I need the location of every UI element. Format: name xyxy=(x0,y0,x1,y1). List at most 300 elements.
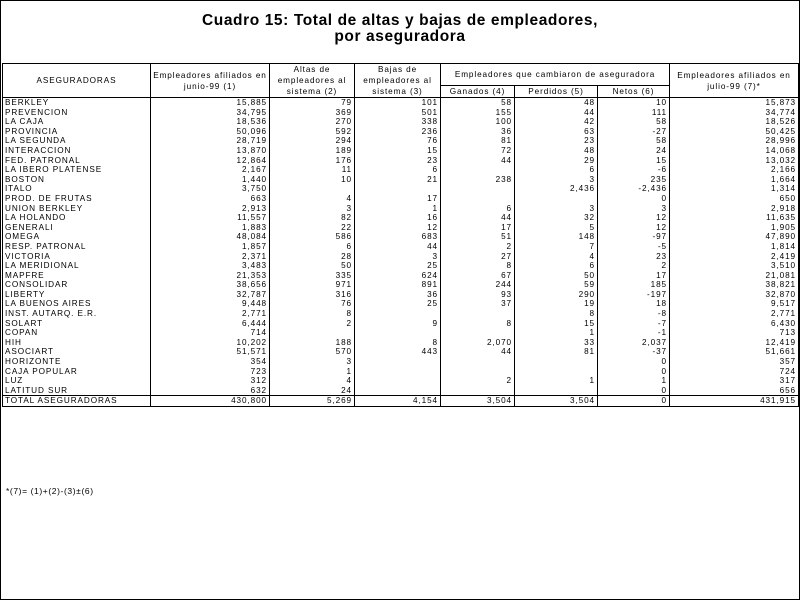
row-cell-c7: 431,915 xyxy=(670,396,799,407)
row-cell-c7: 3,510 xyxy=(670,261,799,271)
table-row xyxy=(3,146,799,156)
row-aseguradora-name: CAJA POPULAR xyxy=(3,367,151,377)
table-row xyxy=(3,184,799,194)
row-cell-c7: 21,081 xyxy=(670,271,799,281)
row-cell-c7: 38,821 xyxy=(670,280,799,290)
row-cell-c4: 2 xyxy=(441,376,515,386)
row-cell-c3: 3 xyxy=(355,252,441,262)
row-aseguradora-name: LUZ xyxy=(3,376,151,386)
row-cell-c4: 44 xyxy=(441,347,515,357)
row-cell-c7: 2,771 xyxy=(670,309,799,319)
row-cell-c2 xyxy=(270,184,355,194)
row-cell-c1: 28,719 xyxy=(151,136,270,146)
row-cell-c3: 443 xyxy=(355,347,441,357)
row-aseguradora-name: LATITUD SUR xyxy=(3,386,151,396)
row-cell-c2: 1 xyxy=(270,367,355,377)
row-aseguradora-name: ITALO xyxy=(3,184,151,194)
row-cell-c4: 3,504 xyxy=(441,396,515,407)
row-cell-c6: 1 xyxy=(598,376,670,386)
table-row xyxy=(3,117,799,127)
row-cell-c2: 2 xyxy=(270,319,355,329)
row-cell-c1: 1,857 xyxy=(151,242,270,252)
row-cell-c4: 155 xyxy=(441,108,515,118)
row-aseguradora-name: VICTORIA xyxy=(3,252,151,262)
row-cell-c2: 4 xyxy=(270,194,355,204)
table-row xyxy=(3,232,799,242)
row-cell-c2: 189 xyxy=(270,146,355,156)
table-row xyxy=(3,175,799,185)
row-cell-c5: 48 xyxy=(515,98,598,108)
table-title-line-2: por aseguradora xyxy=(334,28,466,45)
row-aseguradora-name: TOTAL ASEGURADORAS xyxy=(3,396,151,407)
row-cell-c3: 9 xyxy=(355,319,441,329)
row-cell-c3 xyxy=(355,357,441,367)
row-cell-c1: 13,870 xyxy=(151,146,270,156)
row-cell-c1: 48,084 xyxy=(151,232,270,242)
row-cell-c3: 8 xyxy=(355,338,441,348)
header-col-3: Bajas de empleadores al sistema (3) xyxy=(355,64,441,98)
row-aseguradora-name: RESP. PATRONAL xyxy=(3,242,151,252)
row-cell-c6: 12 xyxy=(598,223,670,233)
row-cell-c2: 24 xyxy=(270,386,355,396)
row-cell-c5: 32 xyxy=(515,213,598,223)
table-row xyxy=(3,156,799,166)
row-cell-c1: 38,656 xyxy=(151,280,270,290)
table-row xyxy=(3,136,799,146)
row-cell-c4: 8 xyxy=(441,319,515,329)
row-cell-c5: 63 xyxy=(515,127,598,137)
row-cell-c4 xyxy=(441,165,515,175)
table-row xyxy=(3,108,799,118)
row-cell-c3: 683 xyxy=(355,232,441,242)
row-cell-c5: 42 xyxy=(515,117,598,127)
row-cell-c5: 3 xyxy=(515,204,598,214)
row-aseguradora-name: BERKLEY xyxy=(3,98,151,108)
row-cell-c7: 650 xyxy=(670,194,799,204)
row-cell-c6: -37 xyxy=(598,347,670,357)
row-cell-c6: -2,436 xyxy=(598,184,670,194)
row-cell-c6: 17 xyxy=(598,271,670,281)
footnote: *(7)= (1)+(2)-(3)±(6) xyxy=(6,486,94,496)
row-cell-c7: 1,664 xyxy=(670,175,799,185)
row-cell-c6: -6 xyxy=(598,165,670,175)
row-cell-c3: 338 xyxy=(355,117,441,127)
row-cell-c6: -5 xyxy=(598,242,670,252)
row-cell-c2: 22 xyxy=(270,223,355,233)
row-cell-c4: 36 xyxy=(441,127,515,137)
row-aseguradora-name: INTERACCION xyxy=(3,146,151,156)
row-cell-c5: 15 xyxy=(515,319,598,329)
table-row xyxy=(3,261,799,271)
row-cell-c5: 48 xyxy=(515,146,598,156)
row-cell-c1: 3,483 xyxy=(151,261,270,271)
row-cell-c1: 3,750 xyxy=(151,184,270,194)
table-row xyxy=(3,309,799,319)
row-cell-c2: 316 xyxy=(270,290,355,300)
row-cell-c3 xyxy=(355,386,441,396)
row-cell-c2: 335 xyxy=(270,271,355,281)
row-cell-c3 xyxy=(355,367,441,377)
row-cell-c1: 312 xyxy=(151,376,270,386)
row-cell-c6: 3 xyxy=(598,204,670,214)
row-cell-c3: 21 xyxy=(355,175,441,185)
row-cell-c4: 37 xyxy=(441,299,515,309)
row-cell-c5 xyxy=(515,194,598,204)
row-cell-c6: -1 xyxy=(598,328,670,338)
row-cell-c1: 32,787 xyxy=(151,290,270,300)
row-cell-c3 xyxy=(355,376,441,386)
row-cell-c7: 15,873 xyxy=(670,98,799,108)
data-table xyxy=(2,63,799,407)
table-row xyxy=(3,290,799,300)
row-aseguradora-name: LA BUENOS AIRES xyxy=(3,299,151,309)
row-cell-c6: 10 xyxy=(598,98,670,108)
row-cell-c2: 50 xyxy=(270,261,355,271)
row-cell-c2: 5,269 xyxy=(270,396,355,407)
row-aseguradora-name: LA CAJA xyxy=(3,117,151,127)
row-cell-c7: 1,814 xyxy=(670,242,799,252)
row-cell-c1: 632 xyxy=(151,386,270,396)
row-cell-c6: -97 xyxy=(598,232,670,242)
row-cell-c5: 2,436 xyxy=(515,184,598,194)
row-cell-c7: 2,918 xyxy=(670,204,799,214)
row-cell-c5: 3 xyxy=(515,175,598,185)
row-cell-c1: 34,795 xyxy=(151,108,270,118)
row-cell-c7: 357 xyxy=(670,357,799,367)
table-header xyxy=(3,64,799,98)
row-cell-c4 xyxy=(441,386,515,396)
table-row xyxy=(3,386,799,396)
row-cell-c5: 6 xyxy=(515,261,598,271)
row-cell-c2: 176 xyxy=(270,156,355,166)
row-cell-c7: 11,635 xyxy=(670,213,799,223)
row-cell-c6: 58 xyxy=(598,136,670,146)
row-cell-c2: 79 xyxy=(270,98,355,108)
row-cell-c1: 663 xyxy=(151,194,270,204)
table-row xyxy=(3,194,799,204)
row-aseguradora-name: INST. AUTARQ. E.R. xyxy=(3,309,151,319)
row-cell-c6: 15 xyxy=(598,156,670,166)
row-cell-c4: 2 xyxy=(441,242,515,252)
row-cell-c5: 6 xyxy=(515,165,598,175)
row-cell-c6: 111 xyxy=(598,108,670,118)
row-cell-c2: 76 xyxy=(270,299,355,309)
row-cell-c4 xyxy=(441,328,515,338)
header-col-2: Altas de empleadores al sistema (2) xyxy=(270,64,355,98)
row-cell-c5 xyxy=(515,386,598,396)
row-cell-c5: 44 xyxy=(515,108,598,118)
row-cell-c3: 15 xyxy=(355,146,441,156)
row-cell-c5: 8 xyxy=(515,309,598,319)
row-cell-c7: 2,166 xyxy=(670,165,799,175)
row-cell-c3: 624 xyxy=(355,271,441,281)
row-cell-c5: 7 xyxy=(515,242,598,252)
table-body xyxy=(3,98,799,407)
row-aseguradora-name: HIH xyxy=(3,338,151,348)
table-row xyxy=(3,280,799,290)
table-row xyxy=(3,213,799,223)
row-cell-c1: 6,444 xyxy=(151,319,270,329)
row-cell-c3: 76 xyxy=(355,136,441,146)
row-cell-c6: -8 xyxy=(598,309,670,319)
row-cell-c3: 25 xyxy=(355,261,441,271)
row-aseguradora-name: LA HOLANDO xyxy=(3,213,151,223)
row-cell-c2: 270 xyxy=(270,117,355,127)
row-cell-c1: 1,440 xyxy=(151,175,270,185)
row-cell-c2: 11 xyxy=(270,165,355,175)
row-cell-c7: 47,890 xyxy=(670,232,799,242)
row-cell-c2 xyxy=(270,328,355,338)
table-row xyxy=(3,347,799,357)
row-cell-c3: 6 xyxy=(355,165,441,175)
row-aseguradora-name: GENERALI xyxy=(3,223,151,233)
row-cell-c1: 430,800 xyxy=(151,396,270,407)
row-cell-c2: 971 xyxy=(270,280,355,290)
row-cell-c2: 369 xyxy=(270,108,355,118)
row-cell-c7: 51,661 xyxy=(670,347,799,357)
row-cell-c1: 723 xyxy=(151,367,270,377)
row-cell-c4: 81 xyxy=(441,136,515,146)
table-row xyxy=(3,223,799,233)
row-cell-c1: 354 xyxy=(151,357,270,367)
row-cell-c3: 25 xyxy=(355,299,441,309)
table-row xyxy=(3,338,799,348)
row-cell-c1: 10,202 xyxy=(151,338,270,348)
row-cell-c5: 59 xyxy=(515,280,598,290)
row-cell-c6: -197 xyxy=(598,290,670,300)
row-cell-c1: 2,371 xyxy=(151,252,270,262)
row-cell-c1: 2,771 xyxy=(151,309,270,319)
row-cell-c4: 2,070 xyxy=(441,338,515,348)
row-aseguradora-name: OMEGA xyxy=(3,232,151,242)
row-cell-c1: 50,096 xyxy=(151,127,270,137)
row-cell-c5: 50 xyxy=(515,271,598,281)
row-aseguradora-name: FED. PATRONAL xyxy=(3,156,151,166)
row-aseguradora-name: PROVINCIA xyxy=(3,127,151,137)
row-aseguradora-name: SOLART xyxy=(3,319,151,329)
table-row xyxy=(3,165,799,175)
row-aseguradora-name: LA MERIDIONAL xyxy=(3,261,151,271)
row-cell-c5 xyxy=(515,357,598,367)
row-cell-c4 xyxy=(441,184,515,194)
row-cell-c3: 36 xyxy=(355,290,441,300)
row-cell-c4 xyxy=(441,357,515,367)
row-cell-c6: 18 xyxy=(598,299,670,309)
row-cell-c1: 2,913 xyxy=(151,204,270,214)
table-row xyxy=(3,127,799,137)
row-cell-c3: 16 xyxy=(355,213,441,223)
row-cell-c5: 1 xyxy=(515,376,598,386)
table-row xyxy=(3,357,799,367)
row-cell-c2: 592 xyxy=(270,127,355,137)
row-cell-c2: 8 xyxy=(270,309,355,319)
row-cell-c5 xyxy=(515,367,598,377)
row-cell-c3: 891 xyxy=(355,280,441,290)
row-cell-c1: 11,557 xyxy=(151,213,270,223)
header-group-cambiaron: Empleadores que cambiaron de aseguradora xyxy=(441,64,670,86)
header-col-7: Empleadores afiliados en julio-99 (7)* xyxy=(670,64,799,98)
table-row xyxy=(3,252,799,262)
header-col-4: Ganados (4) xyxy=(441,86,515,98)
row-cell-c2: 28 xyxy=(270,252,355,262)
row-cell-c1: 21,353 xyxy=(151,271,270,281)
row-cell-c7: 14,068 xyxy=(670,146,799,156)
row-cell-c7: 724 xyxy=(670,367,799,377)
row-cell-c4: 238 xyxy=(441,175,515,185)
row-cell-c2: 294 xyxy=(270,136,355,146)
table-row xyxy=(3,319,799,329)
header-col-6: Netos (6) xyxy=(598,86,670,98)
row-cell-c3: 23 xyxy=(355,156,441,166)
row-cell-c6: 24 xyxy=(598,146,670,156)
row-cell-c4: 72 xyxy=(441,146,515,156)
header-col-1: Empleadores afiliados en junio-99 (1) xyxy=(151,64,270,98)
row-cell-c3 xyxy=(355,184,441,194)
row-cell-c4: 58 xyxy=(441,98,515,108)
row-cell-c7: 9,517 xyxy=(670,299,799,309)
row-cell-c5: 29 xyxy=(515,156,598,166)
row-cell-c5: 3,504 xyxy=(515,396,598,407)
row-cell-c7: 34,774 xyxy=(670,108,799,118)
row-cell-c4: 67 xyxy=(441,271,515,281)
table-row xyxy=(3,98,799,108)
row-cell-c3: 44 xyxy=(355,242,441,252)
row-cell-c2: 3 xyxy=(270,204,355,214)
row-aseguradora-name: ASOCIART xyxy=(3,347,151,357)
row-cell-c6: 0 xyxy=(598,367,670,377)
row-cell-c7: 1,314 xyxy=(670,184,799,194)
row-cell-c3: 101 xyxy=(355,98,441,108)
header-aseguradoras: ASEGURADORAS xyxy=(3,64,151,98)
table-title-line-1: Cuadro 15: Total de altas y bajas de empleadores, xyxy=(201,12,599,29)
row-cell-c6: 235 xyxy=(598,175,670,185)
row-cell-c5: 4 xyxy=(515,252,598,262)
row-cell-c6: 58 xyxy=(598,117,670,127)
row-cell-c5: 23 xyxy=(515,136,598,146)
row-cell-c7: 50,425 xyxy=(670,127,799,137)
row-cell-c6: 0 xyxy=(598,386,670,396)
row-cell-c3 xyxy=(355,309,441,319)
row-cell-c6: 0 xyxy=(598,396,670,407)
total-row xyxy=(3,396,799,407)
row-cell-c3: 4,154 xyxy=(355,396,441,407)
row-cell-c5: 5 xyxy=(515,223,598,233)
row-cell-c6: -27 xyxy=(598,127,670,137)
row-cell-c1: 12,864 xyxy=(151,156,270,166)
row-cell-c3: 236 xyxy=(355,127,441,137)
row-cell-c6: 2 xyxy=(598,261,670,271)
row-aseguradora-name: LA IBERO PLATENSE xyxy=(3,165,151,175)
row-cell-c1: 51,571 xyxy=(151,347,270,357)
table-row xyxy=(3,271,799,281)
row-cell-c3: 17 xyxy=(355,194,441,204)
row-cell-c2: 6 xyxy=(270,242,355,252)
table-row xyxy=(3,204,799,214)
header-col-5: Perdidos (5) xyxy=(515,86,598,98)
row-cell-c2: 10 xyxy=(270,175,355,185)
row-cell-c4 xyxy=(441,367,515,377)
table-row xyxy=(3,242,799,252)
row-cell-c4: 44 xyxy=(441,156,515,166)
row-cell-c1: 714 xyxy=(151,328,270,338)
row-cell-c2: 82 xyxy=(270,213,355,223)
row-cell-c7: 28,996 xyxy=(670,136,799,146)
row-cell-c2: 3 xyxy=(270,357,355,367)
table-row xyxy=(3,328,799,338)
row-cell-c4: 6 xyxy=(441,204,515,214)
row-cell-c1: 9,448 xyxy=(151,299,270,309)
row-cell-c4: 8 xyxy=(441,261,515,271)
row-cell-c7: 12,419 xyxy=(670,338,799,348)
row-cell-c5: 81 xyxy=(515,347,598,357)
row-cell-c1: 18,536 xyxy=(151,117,270,127)
row-aseguradora-name: LA SEGUNDA xyxy=(3,136,151,146)
row-cell-c7: 1,905 xyxy=(670,223,799,233)
row-aseguradora-name: UNION BERKLEY xyxy=(3,204,151,214)
row-cell-c4 xyxy=(441,194,515,204)
row-aseguradora-name: MAPFRE xyxy=(3,271,151,281)
row-cell-c1: 1,883 xyxy=(151,223,270,233)
row-cell-c2: 4 xyxy=(270,376,355,386)
table-row xyxy=(3,376,799,386)
row-cell-c5: 33 xyxy=(515,338,598,348)
row-cell-c3: 12 xyxy=(355,223,441,233)
row-aseguradora-name: HORIZONTE xyxy=(3,357,151,367)
row-cell-c4: 27 xyxy=(441,252,515,262)
row-cell-c7: 32,870 xyxy=(670,290,799,300)
table-row xyxy=(3,367,799,377)
table-row xyxy=(3,299,799,309)
row-cell-c7: 2,419 xyxy=(670,252,799,262)
row-cell-c5: 1 xyxy=(515,328,598,338)
row-cell-c6: -7 xyxy=(598,319,670,329)
row-cell-c4 xyxy=(441,309,515,319)
row-aseguradora-name: PROD. DE FRUTAS xyxy=(3,194,151,204)
row-cell-c3: 501 xyxy=(355,108,441,118)
row-cell-c6: 23 xyxy=(598,252,670,262)
row-cell-c4: 17 xyxy=(441,223,515,233)
row-cell-c3: 1 xyxy=(355,204,441,214)
row-cell-c1: 2,167 xyxy=(151,165,270,175)
row-aseguradora-name: COPAN xyxy=(3,328,151,338)
row-aseguradora-name: CONSOLIDAR xyxy=(3,280,151,290)
row-cell-c4: 44 xyxy=(441,213,515,223)
row-cell-c7: 713 xyxy=(670,328,799,338)
row-cell-c2: 570 xyxy=(270,347,355,357)
row-cell-c7: 317 xyxy=(670,376,799,386)
row-cell-c6: 185 xyxy=(598,280,670,290)
row-cell-c4: 244 xyxy=(441,280,515,290)
row-cell-c5: 290 xyxy=(515,290,598,300)
row-cell-c7: 13,032 xyxy=(670,156,799,166)
row-cell-c5: 19 xyxy=(515,299,598,309)
row-cell-c6: 0 xyxy=(598,357,670,367)
row-cell-c6: 0 xyxy=(598,194,670,204)
row-cell-c7: 18,526 xyxy=(670,117,799,127)
row-aseguradora-name: PREVENCION xyxy=(3,108,151,118)
row-cell-c7: 656 xyxy=(670,386,799,396)
row-cell-c7: 6,430 xyxy=(670,319,799,329)
row-aseguradora-name: LIBERTY xyxy=(3,290,151,300)
row-cell-c3 xyxy=(355,328,441,338)
row-cell-c2: 586 xyxy=(270,232,355,242)
row-cell-c4: 100 xyxy=(441,117,515,127)
row-cell-c4: 51 xyxy=(441,232,515,242)
row-cell-c6: 12 xyxy=(598,213,670,223)
row-cell-c2: 188 xyxy=(270,338,355,348)
row-cell-c4: 93 xyxy=(441,290,515,300)
row-cell-c6: 2,037 xyxy=(598,338,670,348)
